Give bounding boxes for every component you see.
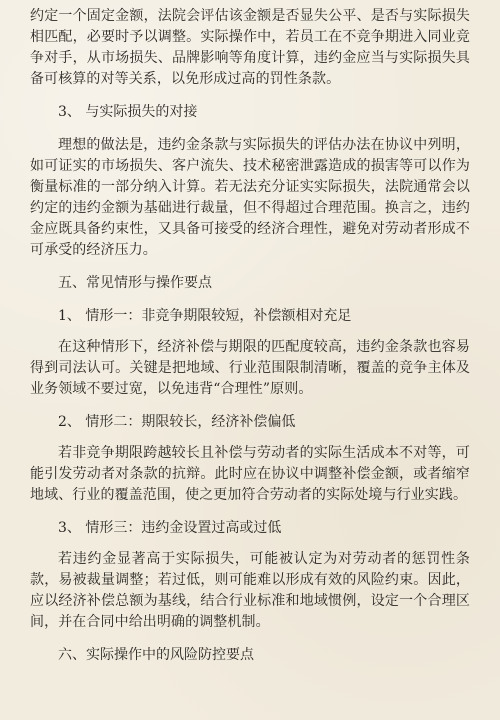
paragraph-penalty-adjustment: 约定一个固定金额，法院会评估该金额是否显失公平、是否与实际损失相匹配，必要时予以调整。实际操作中，若员工在不竞争期进入同业竞争对手，从市场损失、品牌影响等角度计算，违约金应当与实际损失具备可核算的对等关系，以免形成过高的罚性条款。 (30, 8, 470, 87)
paragraph-ideal-practice: 理想的做法是，违约金条款与实际损失的评估办法在协议中列明，如可证实的市场损失、客户流失、技术秘密泄露造成的损害等可以作为衡量标准的一部分纳入计算。若无法充分证实实际损失，法院通常会以约定的违约金额为基础进行裁量，但不得超过合理范围。换言之，违约金应既具备约束性，又具备可接受的经济合理性，避免对劳动者形成不可承受的经济压力。 (30, 137, 470, 258)
case-heading-2: 2、 情形二：期限较长，经济补偿偏低 (58, 414, 296, 430)
paragraph-case-1: 在这种情形下，经济补偿与期限的匹配度较高，违约金条款也容易得到司法认可。关键是把地域、行业范围限制清晰，覆盖的竞争主体及业务领域不要过宽，以免违背“合理性”原则。 (30, 339, 470, 397)
section-heading-risk-control: 六、实际操作中的风险防控要点 (58, 647, 254, 663)
section-heading-common-cases: 五、常见情形与操作要点 (58, 275, 212, 291)
paragraph-case-3: 若违约金显著高于实际损失，可能被认定为对劳动者的惩罚性条款，易被裁量调整；若过低，则可能难以形成有效的风险约束。因此，应以经济补偿总额为基线，结合行业标准和地域惯例，设定一个合理区间，并在合同中给出明确的调整机制。 (30, 551, 470, 630)
case-heading-1: 1、 情形一：非竞争期限较短，补偿额相对充足 (58, 308, 352, 324)
case-heading-3: 3、 情形三：违约金设置过高或过低 (58, 520, 282, 536)
paragraph-case-2: 若非竞争期限跨越较长且补偿与劳动者的实际生活成本不对等，可能引发劳动者对条款的抗辩。此时应在协议中调整补偿金额，或者缩窄地域、行业的覆盖范围，使之更加符合劳动者的实际处境与行业实践。 (30, 445, 470, 503)
subheading-actual-loss: 3、 与实际损失的对接 (58, 104, 198, 120)
